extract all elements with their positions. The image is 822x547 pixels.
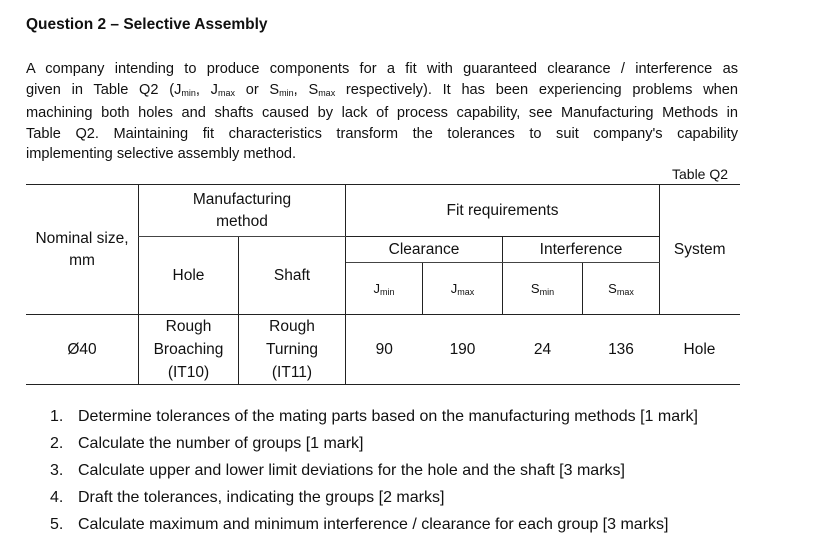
list-item: 4. Draft the tolerances, indicating the groups [2 marks] — [50, 489, 445, 506]
jmax-header: $J_{max}$ — [423, 263, 503, 315]
smin-header: $S_{min}$ — [503, 263, 583, 315]
system-cell: Hole — [660, 315, 740, 385]
hole-header: Hole — [139, 237, 239, 315]
jmax-cell: 190 — [423, 315, 503, 385]
smax-header: $S_{max}$ — [583, 263, 660, 315]
table-caption: Table Q2 — [672, 166, 729, 182]
task-list — [50, 403, 698, 538]
nominal-size-header: Nominal size, mm — [26, 185, 139, 315]
fit-requirements-header: Fit requirements — [346, 185, 660, 237]
shaft-method-cell: Rough Turning (IT11) — [239, 315, 346, 385]
question-paragraph — [26, 59, 738, 165]
system-header: System — [660, 185, 740, 315]
list-item: 2. Calculate the number of groups [1 mark] — [50, 435, 364, 452]
smax-cell: 136 — [583, 315, 660, 385]
paragraph-line: Table Q2. Maintaining fit characteristics transform the tolerances to suit company's capability — [26, 125, 738, 142]
smin-cell: 24 — [503, 315, 583, 385]
paragraph-line: machining both holes and shafts caused by lack of process capability, see Manufacturing Methods in — [26, 105, 738, 122]
question-title: Question 2 – Selective Assembly — [26, 16, 268, 33]
shaft-header: Shaft — [239, 237, 346, 315]
manufacturing-method-header: Manufacturing method — [139, 185, 346, 237]
paragraph-line: A company intending to produce components for a fit with guaranteed clearance / interference as — [26, 61, 738, 77]
paragraph-line: given in Table Q2 ($J_{min}$, $J_{max}$ or $S_{min}$, $S_{max}$ respectively). It has been experiencing problems when — [26, 81, 738, 98]
nominal-size-cell: Ø40 — [26, 315, 139, 385]
jmin-header: $J_{min}$ — [346, 263, 423, 315]
table-q2 — [26, 184, 740, 385]
list-item: 1. Determine tolerances of the mating parts based on the manufacturing methods [1 mark] — [50, 408, 698, 425]
hole-method-cell: Rough Broaching (IT10) — [139, 315, 239, 385]
list-item: 3. Calculate upper and lower limit deviations for the hole and the shaft [3 marks] — [50, 462, 625, 479]
jmin-cell: 90 — [346, 315, 423, 385]
clearance-header: Clearance — [346, 237, 503, 263]
paragraph-line: implementing selective assembly method. — [26, 146, 297, 163]
interference-header: Interference — [503, 237, 660, 263]
list-item: 5. Calculate maximum and minimum interference / clearance for each group [3 marks] — [50, 516, 669, 533]
